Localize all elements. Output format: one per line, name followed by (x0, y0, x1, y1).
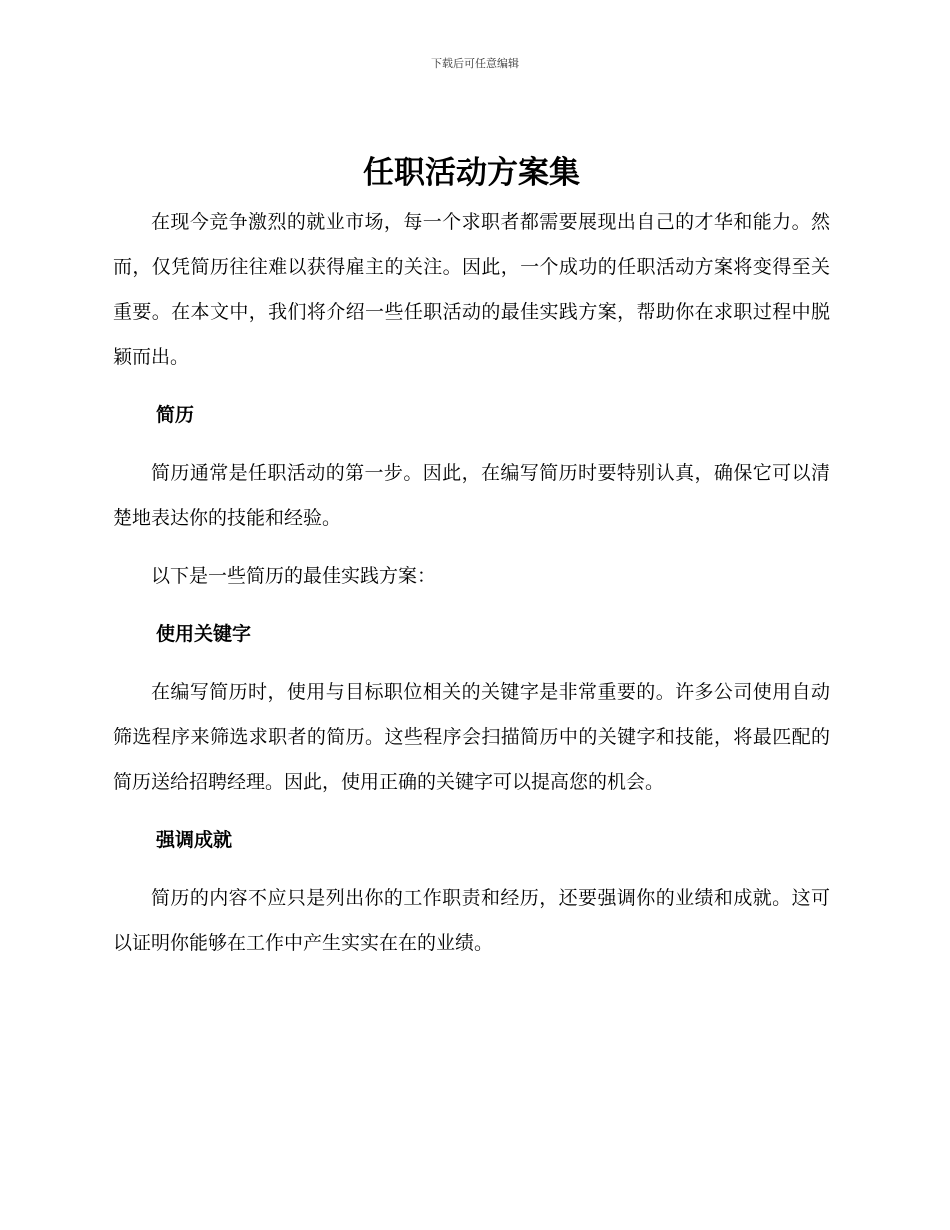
keywords-paragraph: 在编写简历时，使用与目标职位相关的关键字是非常重要的。许多公司使用自动筛选程序来筛选求职者的简历。这些程序会扫描简历中的关键字和技能，将最匹配的简历送给招聘经理。因此，使用正确的关键字可以提高您的机会。 (113, 681, 830, 793)
resume-paragraph-1: 简历通常是任职活动的第一步。因此，在编写简历时要特别认真，确保它可以清楚地表达你的技能和经验。 (113, 462, 830, 529)
spacer (113, 657, 830, 670)
spacer (113, 438, 830, 451)
section-heading-resume: 简历 (156, 404, 195, 426)
spacer (113, 805, 830, 818)
spacer (113, 863, 830, 876)
resume-paragraph-2: 以下是一些简历的最佳实践方案： (151, 565, 437, 587)
section-heading-keywords: 使用关键字 (156, 623, 252, 645)
document-title: 任职活动方案集 (363, 155, 580, 191)
header-note: 下载后可任意编辑 (431, 57, 519, 70)
intro-paragraph: 在现今竞争激烈的就业市场，每一个求职者都需要展现出自己的才华和能力。然而，仅凭简历往往难以获得雇主的关注。因此，一个成功的任职活动方案将变得至关重要。在本文中，我们将介绍一些任职活动的最佳实践方案，帮助你在求职过程中脱颖而出。 (113, 211, 830, 368)
document-body (113, 150, 830, 966)
achievements-paragraph: 简历的内容不应只是列出你的工作职责和经历，还要强调你的业绩和成就。这可以证明你能够在工作中产生实实在在的业绩。 (113, 887, 830, 954)
spacer (113, 380, 830, 393)
section-heading-achievements: 强调成就 (156, 829, 233, 851)
spacer (113, 541, 830, 554)
spacer (113, 599, 830, 612)
